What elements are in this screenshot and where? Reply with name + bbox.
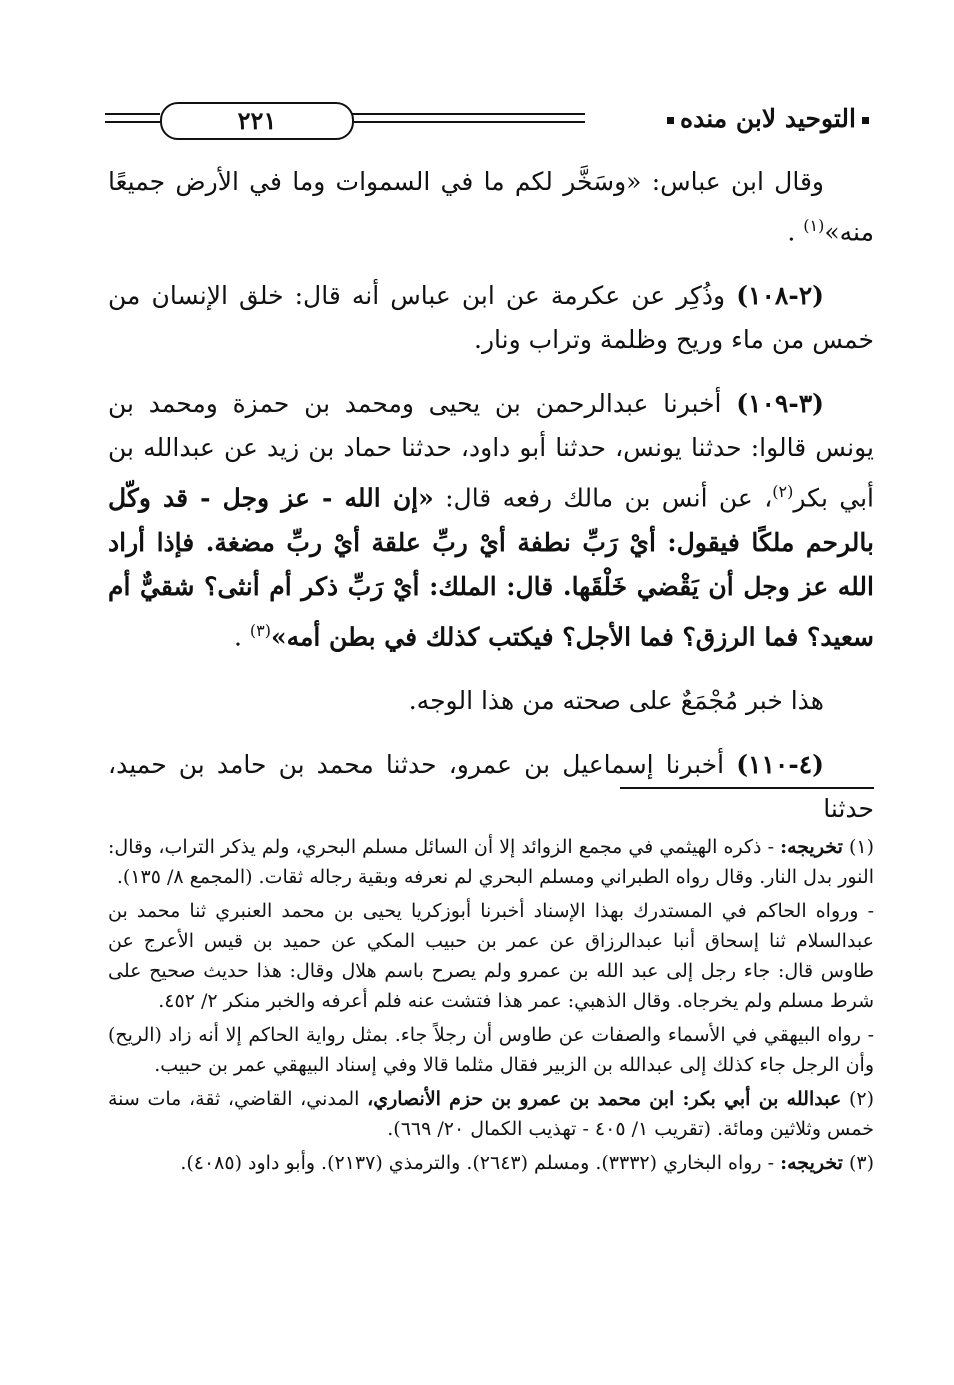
text-run: أخبرنا إسماعيل بن عمرو، حدثنا محمد بن حامد بن حميد، حدثنا [108,749,874,823]
footnote [108,896,874,1016]
footnote-ref: (٣) [249,620,271,640]
footnote [108,1020,874,1080]
footnote [108,1148,874,1178]
paragraph-gap [108,362,874,382]
entry-number: (٣-١٠٩) [736,389,824,419]
text-run: (١) [842,836,874,858]
running-header [105,98,875,146]
header-rule [105,113,160,115]
text-run: - ذكره الهيثمي في مجمع الزوائد إلا أن السائل مسلم البحري، ولم يذكر التراب، وقال: النور بدل النار. وقال رواه الطبراني ومسلم البحري لم نعرفه وبقية رجاله ثقات. (المجمع ٨/ ١٣٥). [108,836,874,888]
bold-text: «إن الله - عز وجل - قد وكّل بالرحم ملكًا فيقول: أيْ رَبِّ نطفة أيْ ربِّ علقة أيْ ربِّ مضغة. فإذا أراد الله عز وجل أن يَقْضي خَلْقَها. قال: الملك: أيْ رَبِّ ذكر أم أنثى؟ شقيٌّ أم سعيد؟ فما الرزق؟ فما الأجل؟ فيكتب كذلك في بطن أمه» [108,483,874,651]
footnote-separator [620,787,874,789]
text-run: (٢) [841,1088,874,1110]
square-bullet-icon [667,117,674,124]
header-title [661,104,875,133]
text-run: - رواه البيهقي في الأسماء والصفات عن طاوس أن رجلاً جاء. بمثل رواية الحاكم إلا أنه زاد (الريح) وأن الرجل جاء كذلك إلى عبدالله بن الزبير فقال مثلما قالا وفي إسناد البيهقي عمر بن حبيب. [108,1024,874,1076]
bold-text: تخريجه: [780,1152,843,1174]
bold-text: تخريجه: [780,836,843,858]
book-title: التوحيد لابن منده [680,104,856,133]
square-bullet-icon [862,117,869,124]
header-rule [350,121,585,123]
text-run: أخبرنا عبدالرحمن بن يحيى ومحمد بن حمزة ومحمد بن يونس قالوا: حدثنا يونس، حدثنا أبو داود، حدثنا حماد بن زيد عن عبدالله بن أبي بكر [108,389,874,513]
bold-text: عبدالله بن أبي بكر: ابن محمد بن عمرو بن حزم الأنصاري، [367,1088,842,1110]
text-run: - رواه البخاري (٣٣٣٢). ومسلم (٢٦٤٣). والترمذي (٢١٣٧). وأبو داود (٤٠٨٥). [180,1152,781,1174]
header-rule [105,121,160,123]
text-run: - ورواه الحاكم في المستدرك بهذا الإسناد أخبرنا أبوزكريا يحيى بن محمد العنبري ثنا محمد بن عبدالسلام ثنا إسحاق أنبا عبدالرزاق عن عمر بن حبيب المكي عن حميد بن قيس الأعرج عن طاوس قال: جاء رجل إلى عبد الله بن عمرو ولم يصرح باسم هلال وقال: هذا حديث صحيح على شرط مسلم ولم يخرجاه. وقال الذهبي: عمر هذا فتشت عنه فلم أعرفه والخبر منكر ٢/ ٤٥٢. [108,900,874,1012]
footnote [108,832,874,892]
page-number: ٢٢١ [160,102,354,140]
text-run: هذا خبر مُجْمَعٌ على صحته من هذا الوجه. [408,685,824,715]
header-rule [350,113,585,115]
paragraph [108,382,874,659]
footnote-ref: (١) [803,216,825,235]
text-run: (٣) [842,1152,874,1174]
paragraph [108,160,874,254]
text-run: وذُكِر عن عكرمة عن ابن عباس أنه قال: خلق الإنسان من خمس من ماء وريح وظلمة وتراب ونار. [108,281,874,355]
paragraph [108,679,874,723]
paragraph-gap [108,723,874,743]
paragraph [108,274,874,362]
paragraph-gap [108,254,874,274]
entry-number: (٢-١٠٨) [736,281,824,311]
footnote-ref: (٢) [772,482,794,502]
footnotes [108,832,874,1182]
text-run: وقال ابن عباس: «وسَخَّر لكم ما في السموات وما في الأرض جميعًا منه» [108,167,874,247]
text-run: . [787,217,804,247]
entry-number: (٤-١١٠) [736,749,824,779]
text-run: ، عن أنس بن مالك رفعه قال: [433,483,773,513]
main-text [108,160,874,831]
text-run: المدني، القاضي، ثقة، مات سنة خمس وثلاثين ومائة. (تقريب ١/ ٤٠٥ - تهذيب الكمال ٢٠/ ٦٦٩). [108,1088,874,1140]
footnote [108,1084,874,1144]
paragraph-gap [108,659,874,679]
text-run: . [233,621,250,651]
